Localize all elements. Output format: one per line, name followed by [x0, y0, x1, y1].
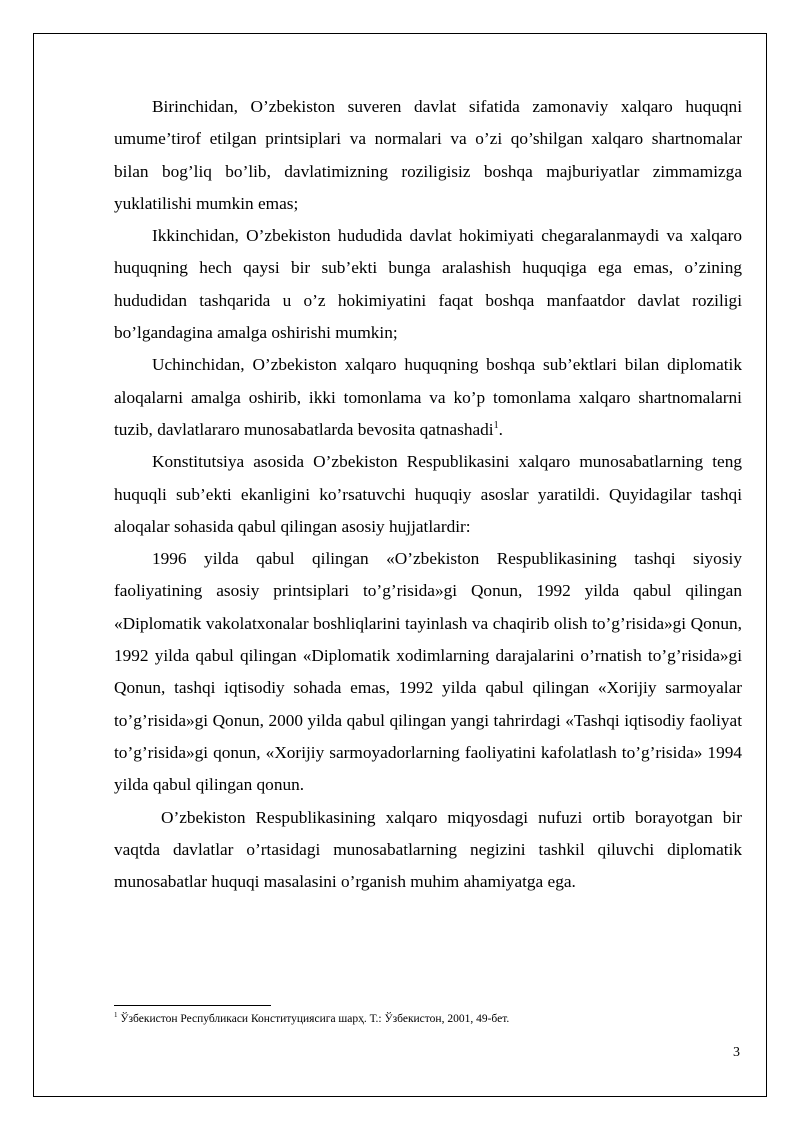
- paragraph-text: 1996 yilda qabul qilingan «O’zbekiston Respublikasining tashqi siyosiy faoliyatining asosiy printsiplari to’g’risida»gi Qonun, 1992 yilda qabul qilingan «Diplomatik vakolatxonalar boshliqlarini tayinlash va chaqirib olish to’g’risida»gi Qonun, 1992 yilda qabul qilingan «Diplomatik xodimlarning darajalarini o’rnatish to’g’risida»gi Qonun, tashqi iqtisodiy sohada emas, 1992 yilda qabul qilingan «Xorijiy sarmoyalar to’g’risida»gi Qonun, 2000 yilda qabul qilingan yangi tahrirdagi «Tashqi iqtisodiy faoliyat to’g’risida»gi qonun, «Xorijiy sarmoyadorlarning faoliyatini kafolatlash to’g’risida» 1994 yilda qabul qilingan qonun.: [114, 549, 742, 795]
- paragraph-uchinchidan: [114, 349, 742, 446]
- paragraph-ikkinchidan: [114, 220, 742, 349]
- document-body: [114, 91, 742, 898]
- page-number: 3: [733, 1045, 740, 1060]
- footnote-marker: 1: [114, 1011, 118, 1020]
- paragraph-text: Uchinchidan, O’zbekiston xalqaro huquqning boshqa sub’ektlari bilan diplomatik aloqalarni amalga oshirib, ikki tomonlama va ko’p tomonlama xalqaro shartnomalarni tuzib, davlatlararo munosabatlarda bevosita qatnashadi: [114, 355, 742, 439]
- paragraph-hujjatlar-list: [114, 543, 742, 801]
- footnote: [114, 1011, 742, 1027]
- paragraph-birinchidan: [114, 91, 742, 220]
- footnote-reference[interactable]: 1: [493, 420, 499, 432]
- paragraph-text: Birinchidan, O’zbekiston suveren davlat sifatida zamonaviy xalqaro huquqni umume’tirof etilgan printsiplari va normalari va o’zi qo’shilgan xalqaro shartnomalar bilan bog’liq bo’lib, davlatimizning roziligisiz boshqa majburiyatlar zimmamizga yuklatilishi mumkin emas;: [114, 97, 742, 213]
- footnote-separator: [114, 1005, 271, 1006]
- paragraph-text: Konstitutsiya asosida O’zbekiston Respublikasini xalqaro munosabatlarning teng huquqli sub’ekti ekanligini ko’rsatuvchi huquqiy asoslar yaratildi. Quyidagilar tashqi aloqalar sohasida qabul qilingan asosiy hujjatlardir:: [114, 452, 742, 536]
- footnote-text: Ўзбекистон Республикаси Конституциясига шарҳ. Т.: Ўзбекистон, 2001, 49-бет.: [117, 1013, 510, 1025]
- paragraph-end-punct: .: [498, 419, 503, 439]
- paragraph-text: Ikkinchidan, O’zbekiston hududida davlat hokimiyati chegaralanmaydi va xalqaro huquqning hech qaysi bir sub’ekti bunga aralashish huquqiga ega emas, o’zining hududidan tashqarida u o’z hokimiyatini faqat boshqa manfaatdor davlat roziligi bo’lgandagina amalga oshirishi mumkin;: [114, 226, 742, 343]
- paragraph-conclusion: [114, 802, 742, 899]
- paragraph-konstitutsiya: [114, 446, 742, 543]
- paragraph-text: O’zbekiston Respublikasining xalqaro miqyosdagi nufuzi ortib borayotgan bir vaqtda davlatlar o’rtasidagi munosabatlarning negizini tashkil qiluvchi diplomatik munosabatlar huquqi masalasini o’rganish muhim ahamiyatga ega.: [114, 807, 742, 892]
